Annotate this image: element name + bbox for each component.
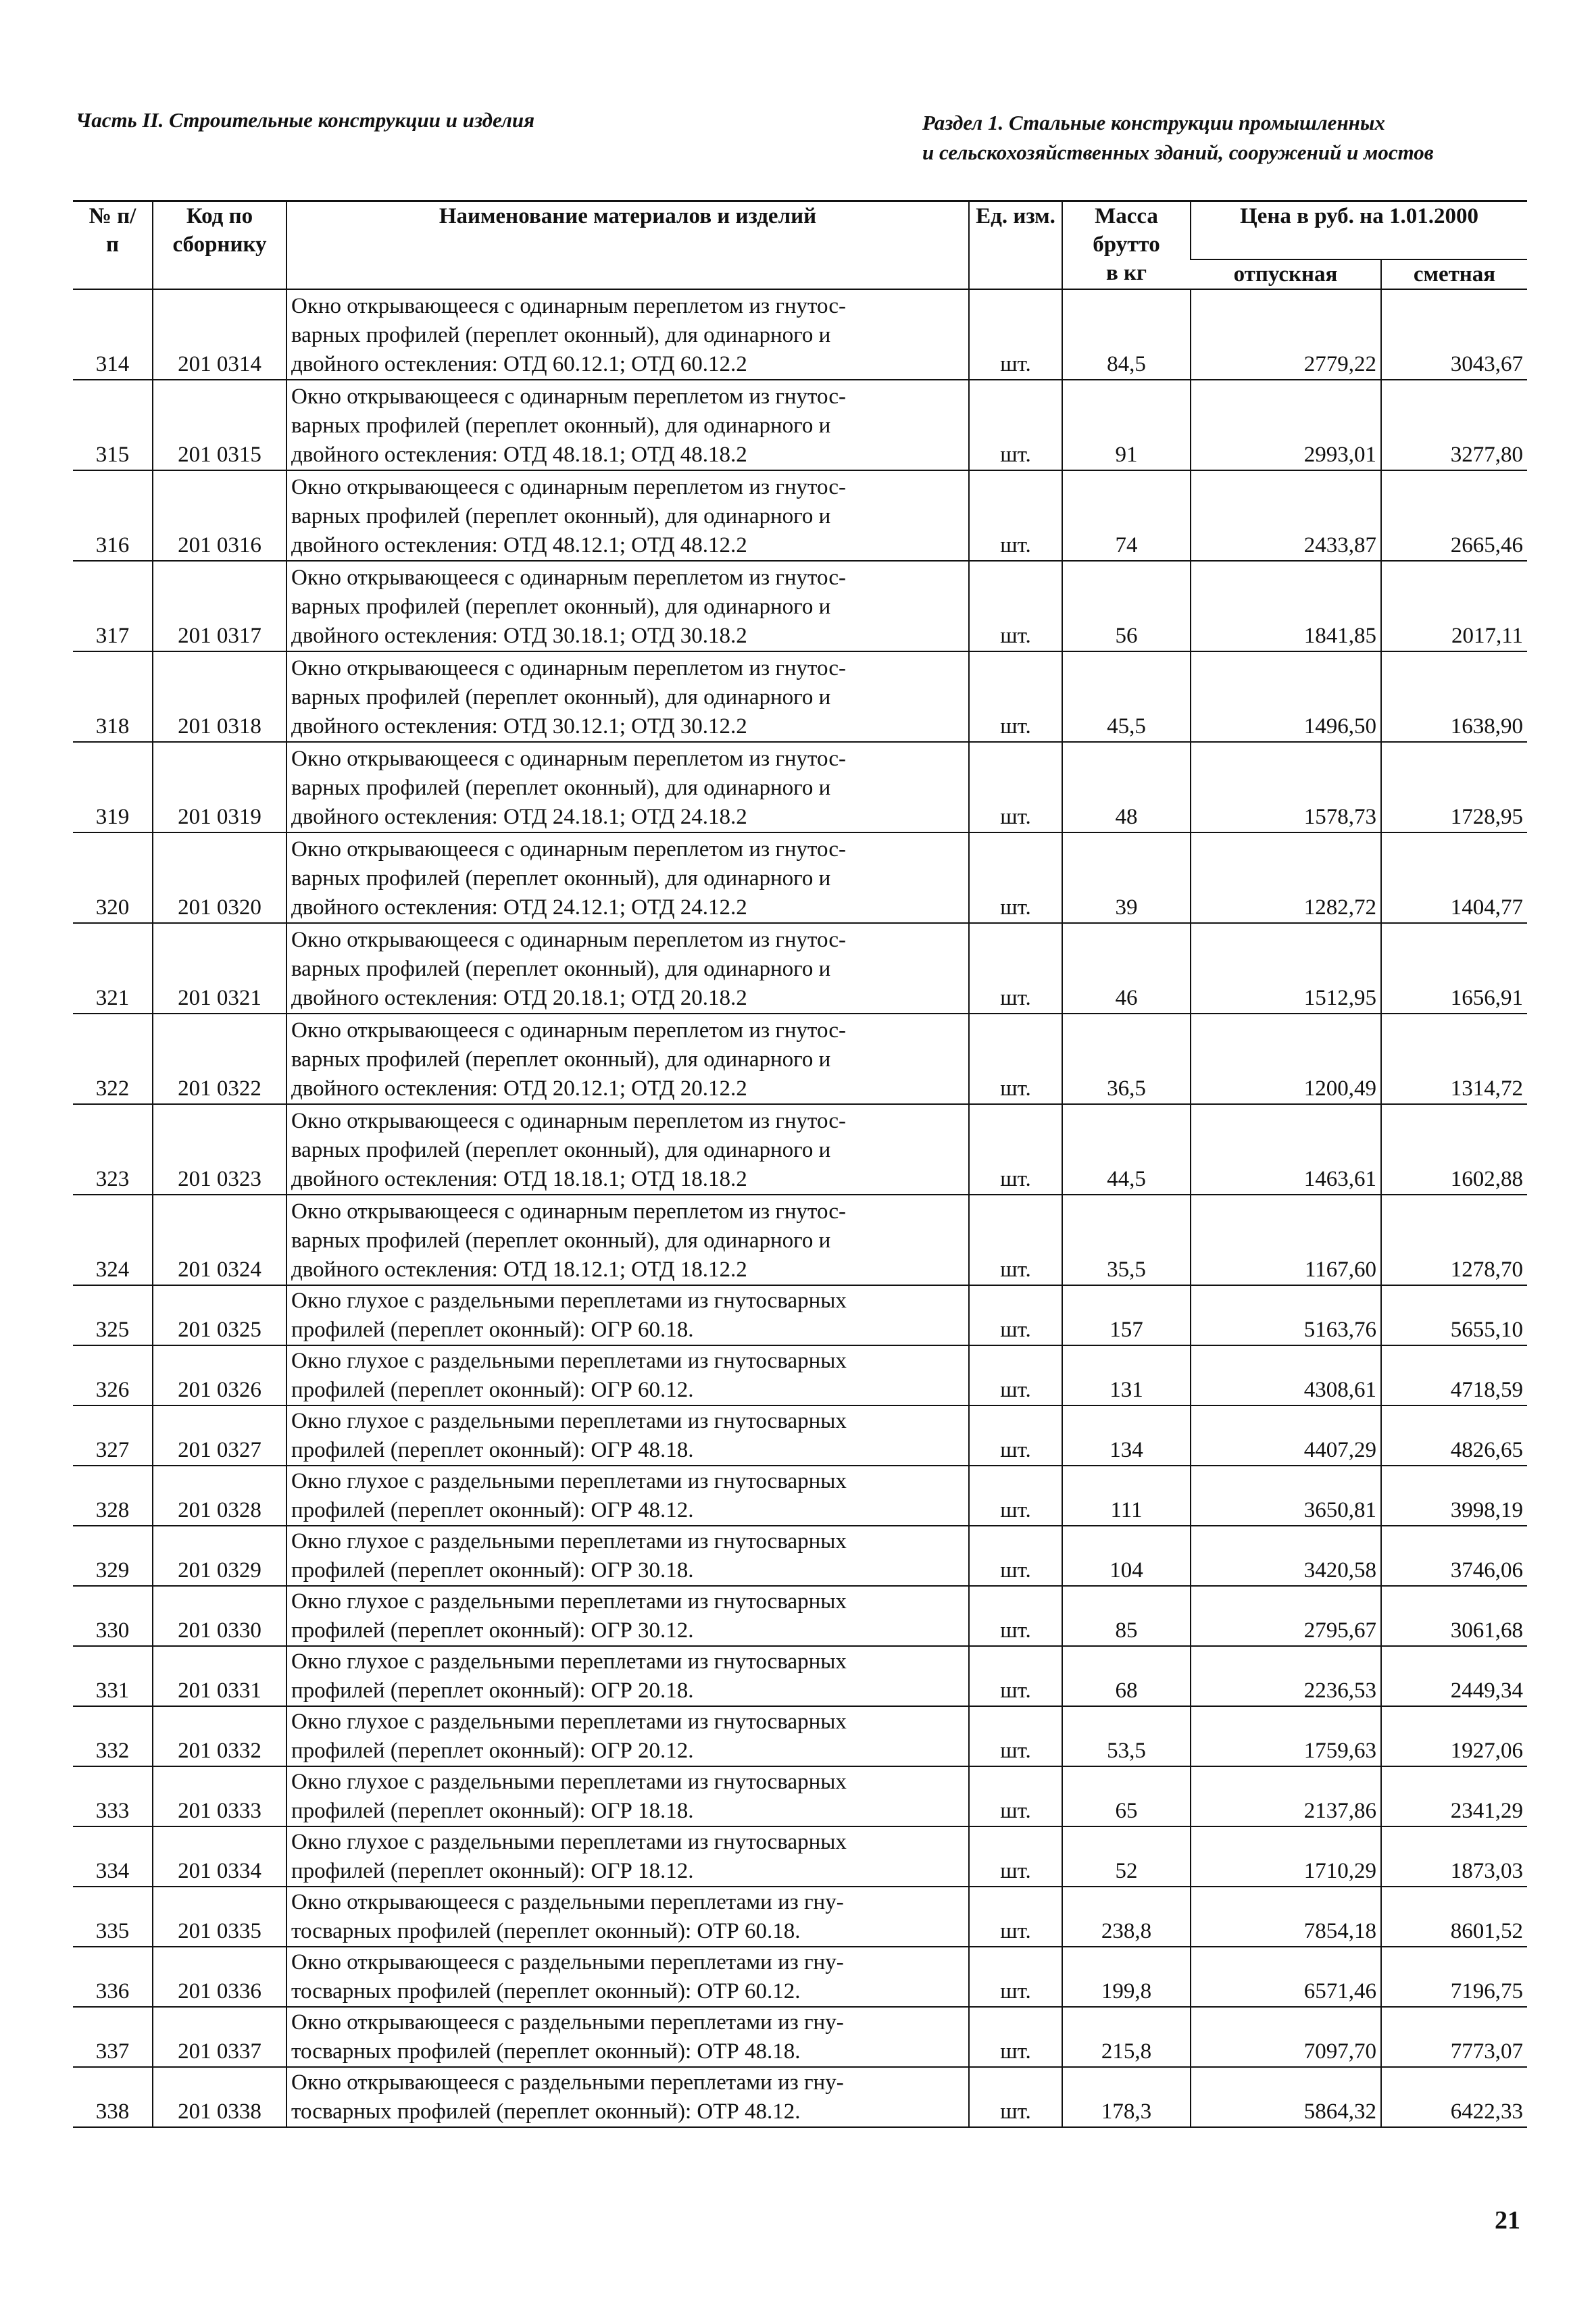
row-unit: шт. xyxy=(969,289,1062,380)
row-price-release: 5163,76 xyxy=(1191,1285,1381,1345)
row-price-estimate: 3061,68 xyxy=(1381,1586,1527,1646)
table-row xyxy=(73,1706,1527,1766)
row-price-release: 1463,61 xyxy=(1191,1104,1381,1195)
row-name-line: двойного остекления: ОТД 30.18.1; ОТД 30.18.2 xyxy=(291,624,747,648)
row-name xyxy=(286,2007,969,2067)
row-number: 319 xyxy=(73,742,153,832)
row-name-line: профилей (переплет оконный): ОГР 60.18. xyxy=(291,1318,694,1342)
row-unit: шт. xyxy=(969,2007,1062,2067)
table-row xyxy=(73,1826,1527,1887)
row-number: 315 xyxy=(73,380,153,470)
running-header-right xyxy=(922,108,1434,168)
row-price-estimate: 5655,10 xyxy=(1381,1285,1527,1345)
row-mass: 111 xyxy=(1062,1466,1191,1526)
row-unit: шт. xyxy=(969,742,1062,832)
row-name-line: Окно глухое с раздельными переплетами из гнутосварных xyxy=(291,1710,847,1734)
row-code: 201 0327 xyxy=(153,1405,286,1466)
row-number: 334 xyxy=(73,1826,153,1887)
row-unit: шт. xyxy=(969,1195,1062,1285)
running-header-right-line2: и сельскохозяйственных зданий, сооружений и мостов xyxy=(922,141,1434,164)
row-mass: 65 xyxy=(1062,1766,1191,1826)
row-number: 335 xyxy=(73,1887,153,1947)
row-code: 201 0317 xyxy=(153,561,286,651)
col-header-mass xyxy=(1062,201,1191,290)
row-price-release: 1167,60 xyxy=(1191,1195,1381,1285)
row-name xyxy=(286,1947,969,2007)
row-number: 325 xyxy=(73,1285,153,1345)
row-mass: 53,5 xyxy=(1062,1706,1191,1766)
table-row xyxy=(73,289,1527,380)
row-code: 201 0331 xyxy=(153,1646,286,1706)
row-name xyxy=(286,561,969,651)
row-name-line: Окно глухое с раздельными переплетами из гнутосварных xyxy=(291,1830,847,1854)
row-name-line: Окно открывающееся с раздельными переплетами из гну- xyxy=(291,1890,844,1914)
row-name xyxy=(286,2067,969,2127)
table-row xyxy=(73,1405,1527,1466)
row-price-release: 1841,85 xyxy=(1191,561,1381,651)
col-header-unit: Ед. изм. xyxy=(969,201,1062,290)
row-price-release: 1710,29 xyxy=(1191,1826,1381,1887)
row-name-line: профилей (переплет оконный): ОГР 48.18. xyxy=(291,1438,694,1462)
row-name xyxy=(286,1014,969,1104)
row-name-line: тосварных профилей (переплет оконный): ОТР 48.18. xyxy=(291,2039,801,2064)
row-unit: шт. xyxy=(969,380,1062,470)
row-name-line: варных профилей (переплет оконный), для одинарного и xyxy=(291,1047,831,1072)
row-name-line: варных профилей (переплет оконный), для одинарного и xyxy=(291,414,831,438)
row-name-line: Окно открывающееся с одинарным переплетом из гнутос- xyxy=(291,384,846,409)
row-price-release: 2433,87 xyxy=(1191,470,1381,561)
table-row xyxy=(73,1285,1527,1345)
row-unit: шт. xyxy=(969,1766,1062,1826)
table-row xyxy=(73,470,1527,561)
row-code: 201 0315 xyxy=(153,380,286,470)
row-price-estimate: 3277,80 xyxy=(1381,380,1527,470)
table-row xyxy=(73,2007,1527,2067)
row-mass: 68 xyxy=(1062,1646,1191,1706)
row-price-release: 1200,49 xyxy=(1191,1014,1381,1104)
row-name-line: двойного остекления: ОТД 60.12.1; ОТД 60.12.2 xyxy=(291,352,747,376)
row-name xyxy=(286,1706,969,1766)
table-row xyxy=(73,1345,1527,1405)
row-number: 328 xyxy=(73,1466,153,1526)
col-header-mass-line1: Масса xyxy=(1095,204,1158,228)
row-code: 201 0316 xyxy=(153,470,286,561)
row-unit: шт. xyxy=(969,923,1062,1014)
row-name xyxy=(286,1405,969,1466)
row-price-release: 7854,18 xyxy=(1191,1887,1381,1947)
table-row xyxy=(73,923,1527,1014)
row-name-line: варных профилей (переплет оконный), для одинарного и xyxy=(291,866,831,891)
row-mass: 215,8 xyxy=(1062,2007,1191,2067)
row-price-estimate: 7773,07 xyxy=(1381,2007,1527,2067)
row-name-line: Окно глухое с раздельными переплетами из гнутосварных xyxy=(291,1649,847,1674)
row-name-line: профилей (переплет оконный): ОГР 18.18. xyxy=(291,1799,694,1823)
price-table xyxy=(73,200,1527,2128)
row-name-line: двойного остекления: ОТД 48.12.1; ОТД 48.12.2 xyxy=(291,533,747,557)
row-number: 318 xyxy=(73,651,153,742)
row-price-release: 1512,95 xyxy=(1191,923,1381,1014)
row-price-release: 1282,72 xyxy=(1191,832,1381,923)
row-name-line: Окно открывающееся с одинарным переплетом из гнутос- xyxy=(291,928,846,952)
row-price-release: 2993,01 xyxy=(1191,380,1381,470)
table-row xyxy=(73,1526,1527,1586)
table-row xyxy=(73,380,1527,470)
col-header-name: Наименование материалов и изделий xyxy=(286,201,969,290)
row-code: 201 0333 xyxy=(153,1766,286,1826)
row-name-line: Окно открывающееся с одинарным переплетом из гнутос- xyxy=(291,1018,846,1043)
row-code: 201 0326 xyxy=(153,1345,286,1405)
row-number: 321 xyxy=(73,923,153,1014)
row-name xyxy=(286,1195,969,1285)
row-name xyxy=(286,1826,969,1887)
row-name-line: Окно глухое с раздельными переплетами из гнутосварных xyxy=(291,1529,847,1553)
row-price-release: 3420,58 xyxy=(1191,1526,1381,1586)
row-name xyxy=(286,1526,969,1586)
row-number: 320 xyxy=(73,832,153,923)
row-name-line: Окно открывающееся с раздельными переплетами из гну- xyxy=(291,2070,844,2095)
row-name-line: варных профилей (переплет оконный), для одинарного и xyxy=(291,685,831,710)
row-name xyxy=(286,289,969,380)
row-number: 330 xyxy=(73,1586,153,1646)
row-mass: 36,5 xyxy=(1062,1014,1191,1104)
row-unit: шт. xyxy=(969,832,1062,923)
row-name-line: Окно глухое с раздельными переплетами из гнутосварных xyxy=(291,1409,847,1433)
row-price-estimate: 1314,72 xyxy=(1381,1014,1527,1104)
row-name xyxy=(286,923,969,1014)
col-header-price-estimate: сметная xyxy=(1381,259,1527,289)
row-name-line: Окно открывающееся с одинарным переплетом из гнутос- xyxy=(291,294,846,318)
row-price-estimate: 1638,90 xyxy=(1381,651,1527,742)
row-mass: 91 xyxy=(1062,380,1191,470)
row-price-estimate: 2017,11 xyxy=(1381,561,1527,651)
row-price-release: 7097,70 xyxy=(1191,2007,1381,2067)
table-row xyxy=(73,651,1527,742)
row-name-line: профилей (переплет оконный): ОГР 30.12. xyxy=(291,1618,694,1643)
row-name xyxy=(286,742,969,832)
page-number: 21 xyxy=(1495,2206,1520,2235)
row-price-release: 1759,63 xyxy=(1191,1706,1381,1766)
row-mass: 46 xyxy=(1062,923,1191,1014)
row-name-line: Окно открывающееся с одинарным переплетом из гнутос- xyxy=(291,747,846,771)
row-mass: 85 xyxy=(1062,1586,1191,1646)
table-row xyxy=(73,1947,1527,2007)
row-mass: 157 xyxy=(1062,1285,1191,1345)
row-name xyxy=(286,1466,969,1526)
row-unit: шт. xyxy=(969,1586,1062,1646)
row-name-line: двойного остекления: ОТД 18.12.1; ОТД 18.12.2 xyxy=(291,1258,747,1282)
row-price-estimate: 1278,70 xyxy=(1381,1195,1527,1285)
row-unit: шт. xyxy=(969,1405,1062,1466)
row-mass: 45,5 xyxy=(1062,651,1191,742)
row-number: 336 xyxy=(73,1947,153,2007)
row-code: 201 0334 xyxy=(153,1826,286,1887)
row-name-line: Окно открывающееся с одинарным переплетом из гнутос- xyxy=(291,656,846,680)
row-price-estimate: 1656,91 xyxy=(1381,923,1527,1014)
row-number: 337 xyxy=(73,2007,153,2067)
row-name xyxy=(286,1104,969,1195)
row-name-line: профилей (переплет оконный): ОГР 18.12. xyxy=(291,1859,694,1883)
row-price-release: 2779,22 xyxy=(1191,289,1381,380)
row-name-line: двойного остекления: ОТД 18.18.1; ОТД 18.18.2 xyxy=(291,1167,747,1191)
table-row xyxy=(73,832,1527,923)
row-mass: 48 xyxy=(1062,742,1191,832)
table-row xyxy=(73,1586,1527,1646)
row-price-estimate: 4718,59 xyxy=(1381,1345,1527,1405)
row-mass: 35,5 xyxy=(1062,1195,1191,1285)
row-number: 314 xyxy=(73,289,153,380)
row-number: 322 xyxy=(73,1014,153,1104)
col-header-code: Код по сборнику xyxy=(153,201,286,290)
row-name xyxy=(286,1766,969,1826)
row-price-release: 5864,32 xyxy=(1191,2067,1381,2127)
row-name-line: Окно глухое с раздельными переплетами из гнутосварных xyxy=(291,1289,847,1313)
row-name-line: варных профилей (переплет оконный), для одинарного и xyxy=(291,323,831,347)
row-mass: 74 xyxy=(1062,470,1191,561)
row-name-line: варных профилей (переплет оконный), для одинарного и xyxy=(291,595,831,619)
row-unit: шт. xyxy=(969,1014,1062,1104)
row-price-release: 1578,73 xyxy=(1191,742,1381,832)
row-number: 329 xyxy=(73,1526,153,1586)
row-unit: шт. xyxy=(969,1887,1062,1947)
row-price-estimate: 1873,03 xyxy=(1381,1826,1527,1887)
row-name-line: тосварных профилей (переплет оконный): ОТР 48.12. xyxy=(291,2099,801,2124)
row-mass: 39 xyxy=(1062,832,1191,923)
row-price-estimate: 2449,34 xyxy=(1381,1646,1527,1706)
col-header-mass-line3: в кг xyxy=(1105,261,1147,285)
row-name-line: Окно открывающееся с одинарным переплетом из гнутос- xyxy=(291,475,846,499)
running-header-left: Часть II. Строительные конструкции и изделия xyxy=(76,108,535,132)
col-header-price-release: отпускная xyxy=(1191,259,1381,289)
table-row xyxy=(73,1014,1527,1104)
row-unit: шт. xyxy=(969,1826,1062,1887)
row-price-estimate: 1728,95 xyxy=(1381,742,1527,832)
row-unit: шт. xyxy=(969,2067,1062,2127)
row-number: 323 xyxy=(73,1104,153,1195)
row-mass: 52 xyxy=(1062,1826,1191,1887)
row-unit: шт. xyxy=(969,1104,1062,1195)
row-name xyxy=(286,380,969,470)
row-name-line: варных профилей (переплет оконный), для одинарного и xyxy=(291,504,831,528)
row-price-estimate: 7196,75 xyxy=(1381,1947,1527,2007)
row-code: 201 0330 xyxy=(153,1586,286,1646)
row-price-estimate: 2341,29 xyxy=(1381,1766,1527,1826)
row-price-release: 1496,50 xyxy=(1191,651,1381,742)
row-name-line: Окно глухое с раздельными переплетами из гнутосварных xyxy=(291,1589,847,1614)
row-price-estimate: 3998,19 xyxy=(1381,1466,1527,1526)
row-name-line: Окно открывающееся с одинарным переплетом из гнутос- xyxy=(291,566,846,590)
row-name xyxy=(286,470,969,561)
row-unit: шт. xyxy=(969,1466,1062,1526)
row-name-line: тосварных профилей (переплет оконный): ОТР 60.12. xyxy=(291,1979,801,2003)
row-code: 201 0332 xyxy=(153,1706,286,1766)
row-price-release: 3650,81 xyxy=(1191,1466,1381,1526)
row-name xyxy=(286,1646,969,1706)
row-number: 327 xyxy=(73,1405,153,1466)
row-number: 317 xyxy=(73,561,153,651)
row-number: 324 xyxy=(73,1195,153,1285)
row-name-line: двойного остекления: ОТД 24.12.1; ОТД 24.12.2 xyxy=(291,895,747,920)
row-name-line: двойного остекления: ОТД 24.18.1; ОТД 24.18.2 xyxy=(291,805,747,829)
row-name-line: профилей (переплет оконный): ОГР 30.18. xyxy=(291,1558,694,1583)
row-price-release: 2795,67 xyxy=(1191,1586,1381,1646)
row-code: 201 0323 xyxy=(153,1104,286,1195)
row-mass: 104 xyxy=(1062,1526,1191,1586)
row-unit: шт. xyxy=(969,470,1062,561)
row-unit: шт. xyxy=(969,1285,1062,1345)
row-name xyxy=(286,1887,969,1947)
row-price-estimate: 6422,33 xyxy=(1381,2067,1527,2127)
running-header-right-line1: Раздел 1. Стальные конструкции промышленных xyxy=(922,111,1385,134)
row-price-release: 2137,86 xyxy=(1191,1766,1381,1826)
row-code: 201 0319 xyxy=(153,742,286,832)
row-name-line: варных профилей (переплет оконный), для одинарного и xyxy=(291,1228,831,1253)
row-unit: шт. xyxy=(969,651,1062,742)
row-price-estimate: 4826,65 xyxy=(1381,1405,1527,1466)
row-name-line: профилей (переплет оконный): ОГР 48.12. xyxy=(291,1498,694,1522)
row-mass: 84,5 xyxy=(1062,289,1191,380)
row-price-estimate: 2665,46 xyxy=(1381,470,1527,561)
row-name-line: профилей (переплет оконный): ОГР 60.12. xyxy=(291,1378,694,1402)
row-price-estimate: 1602,88 xyxy=(1381,1104,1527,1195)
table-row xyxy=(73,1104,1527,1195)
row-name xyxy=(286,1285,969,1345)
table-row xyxy=(73,1887,1527,1947)
row-code: 201 0318 xyxy=(153,651,286,742)
table-row xyxy=(73,742,1527,832)
row-name xyxy=(286,832,969,923)
row-name-line: Окно открывающееся с раздельными переплетами из гну- xyxy=(291,2010,844,2035)
row-number: 333 xyxy=(73,1766,153,1826)
row-unit: шт. xyxy=(969,1706,1062,1766)
row-mass: 131 xyxy=(1062,1345,1191,1405)
table-body xyxy=(73,289,1527,2127)
row-code: 201 0329 xyxy=(153,1526,286,1586)
row-price-estimate: 3043,67 xyxy=(1381,289,1527,380)
row-number: 326 xyxy=(73,1345,153,1405)
row-code: 201 0324 xyxy=(153,1195,286,1285)
row-name xyxy=(286,651,969,742)
row-price-release: 2236,53 xyxy=(1191,1646,1381,1706)
row-mass: 134 xyxy=(1062,1405,1191,1466)
row-name-line: варных профилей (переплет оконный), для одинарного и xyxy=(291,776,831,800)
table-row xyxy=(73,561,1527,651)
row-name-line: двойного остекления: ОТД 48.18.1; ОТД 48.18.2 xyxy=(291,443,747,467)
row-number: 316 xyxy=(73,470,153,561)
row-name-line: Окно глухое с раздельными переплетами из гнутосварных xyxy=(291,1349,847,1373)
row-name-line: двойного остекления: ОТД 20.12.1; ОТД 20.12.2 xyxy=(291,1076,747,1101)
row-number: 331 xyxy=(73,1646,153,1706)
row-number: 338 xyxy=(73,2067,153,2127)
row-mass: 199,8 xyxy=(1062,1947,1191,2007)
row-mass: 44,5 xyxy=(1062,1104,1191,1195)
row-code: 201 0338 xyxy=(153,2067,286,2127)
row-unit: шт. xyxy=(969,1646,1062,1706)
row-code: 201 0321 xyxy=(153,923,286,1014)
col-header-mass-line2: брутто xyxy=(1093,232,1160,257)
table-header xyxy=(73,201,1527,290)
table-row xyxy=(73,1466,1527,1526)
col-header-price: Цена в руб. на 1.01.2000 xyxy=(1191,201,1527,260)
row-code: 201 0336 xyxy=(153,1947,286,2007)
row-code: 201 0314 xyxy=(153,289,286,380)
row-name-line: варных профилей (переплет оконный), для одинарного и xyxy=(291,957,831,981)
row-price-estimate: 1927,06 xyxy=(1381,1706,1527,1766)
table-row xyxy=(73,1195,1527,1285)
row-price-release: 4308,61 xyxy=(1191,1345,1381,1405)
row-name-line: варных профилей (переплет оконный), для одинарного и xyxy=(291,1138,831,1162)
row-code: 201 0325 xyxy=(153,1285,286,1345)
row-number: 332 xyxy=(73,1706,153,1766)
row-unit: шт. xyxy=(969,561,1062,651)
row-code: 201 0328 xyxy=(153,1466,286,1526)
row-price-release: 4407,29 xyxy=(1191,1405,1381,1466)
row-mass: 238,8 xyxy=(1062,1887,1191,1947)
row-price-release: 6571,46 xyxy=(1191,1947,1381,2007)
row-price-estimate: 3746,06 xyxy=(1381,1526,1527,1586)
row-code: 201 0322 xyxy=(153,1014,286,1104)
table-row xyxy=(73,1766,1527,1826)
row-name-line: двойного остекления: ОТД 30.12.1; ОТД 30.12.2 xyxy=(291,714,747,739)
table-row xyxy=(73,1646,1527,1706)
row-name-line: тосварных профилей (переплет оконный): ОТР 60.18. xyxy=(291,1919,801,1943)
row-name-line: Окно открывающееся с одинарным переплетом из гнутос- xyxy=(291,837,846,862)
row-name-line: профилей (переплет оконный): ОГР 20.12. xyxy=(291,1739,694,1763)
row-code: 201 0337 xyxy=(153,2007,286,2067)
table-row xyxy=(73,2067,1527,2127)
row-unit: шт. xyxy=(969,1526,1062,1586)
row-mass: 56 xyxy=(1062,561,1191,651)
row-name-line: Окно открывающееся с раздельными переплетами из гну- xyxy=(291,1950,844,1974)
row-code: 201 0320 xyxy=(153,832,286,923)
col-header-num: № п/п xyxy=(73,201,153,290)
row-price-estimate: 1404,77 xyxy=(1381,832,1527,923)
row-unit: шт. xyxy=(969,1947,1062,2007)
row-mass: 178,3 xyxy=(1062,2067,1191,2127)
row-price-estimate: 8601,52 xyxy=(1381,1887,1527,1947)
row-name-line: профилей (переплет оконный): ОГР 20.18. xyxy=(291,1678,694,1703)
row-name-line: Окно открывающееся с одинарным переплетом из гнутос- xyxy=(291,1199,846,1224)
row-name-line: Окно глухое с раздельными переплетами из гнутосварных xyxy=(291,1469,847,1493)
row-unit: шт. xyxy=(969,1345,1062,1405)
row-name-line: Окно открывающееся с одинарным переплетом из гнутос- xyxy=(291,1109,846,1133)
row-code: 201 0335 xyxy=(153,1887,286,1947)
row-name xyxy=(286,1345,969,1405)
row-name-line: двойного остекления: ОТД 20.18.1; ОТД 20.18.2 xyxy=(291,986,747,1010)
row-name xyxy=(286,1586,969,1646)
row-name-line: Окно глухое с раздельными переплетами из гнутосварных xyxy=(291,1770,847,1794)
